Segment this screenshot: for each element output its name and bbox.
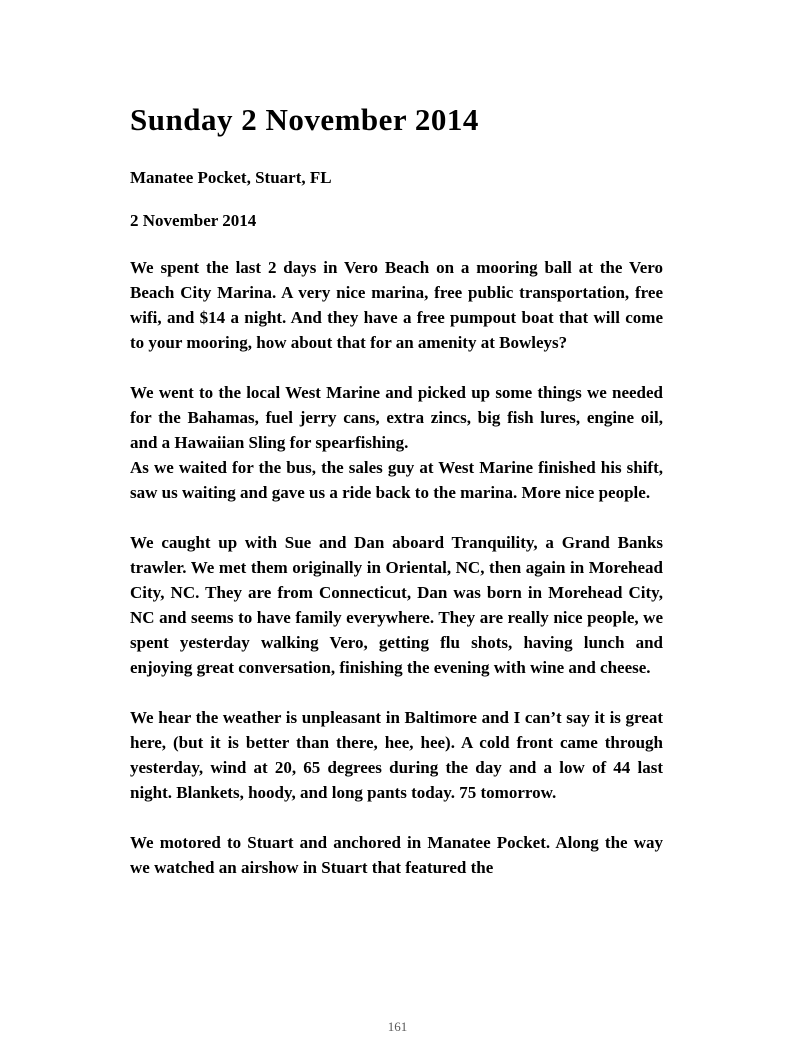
page-number: 161 — [387, 1019, 408, 1034]
paragraph-vero-beach: We spent the last 2 days in Vero Beach on a mooring ball at the Vero Beach City Marina. A very nice marina, free public transportation, free wifi, and $14 a night. And they have a free pumpout boat that will come to your mooring, how about that for an amenity at Bowleys? — [130, 258, 663, 352]
paragraph-west-marine: We went to the local West Marine and picked up some things we needed for the Bahamas, fuel jerry cans, extra zincs, big fish lures, engine oil, and a Hawaiian Sling for spearfishing. — [130, 383, 663, 452]
paragraph-sue-and-dan: We caught up with Sue and Dan aboard Tranquility, a Grand Banks trawler. We met them originally in Oriental, NC, then again in Morehead City, NC. They are from Connecticut, Dan was born in Morehead City, NC and seems to have family everywhere. They are really nice people, we spent yesterday walking Vero, getting flu shots, having lunch and enjoying great conversation, finishing the evening with wine and cheese. — [130, 533, 663, 677]
page-title: Sunday 2 November 2014 — [130, 102, 479, 137]
date-line: 2 November 2014 — [130, 211, 257, 230]
paragraph-weather: We hear the weather is unpleasant in Baltimore and I can’t say it is great here, (but it is better than there, hee, hee). A cold front came through yesterday, wind at 20, 65 degrees during the day and a low of 44 last night. Blankets, hoody, and long pants today. 75 tomorrow. — [130, 708, 663, 802]
paragraph-manatee-pocket: We motored to Stuart and anchored in Manatee Pocket. Along the way we watched an airshow in Stuart that featured the — [130, 833, 663, 877]
location-line: Manatee Pocket, Stuart, FL — [130, 168, 332, 187]
paragraph-bus-ride: As we waited for the bus, the sales guy at West Marine finished his shift, saw us waiting and gave us a ride back to the marina. More nice people. — [130, 458, 663, 502]
